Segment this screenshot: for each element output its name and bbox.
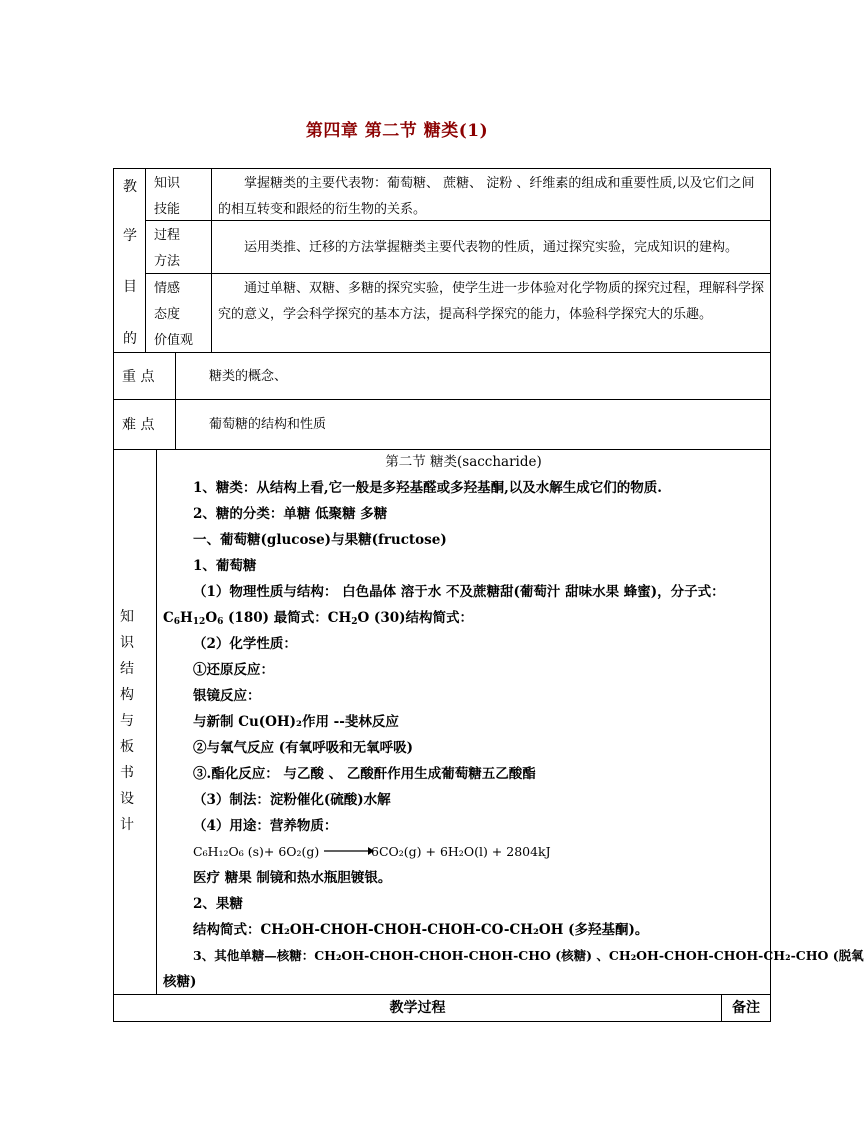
objective-type-line: 情感: [154, 281, 181, 296]
knowledge-line: 结构简式：CH₂OH-CHOH-CHOH-CHOH-CO-CH₂OH (多羟基酮)。: [193, 922, 649, 938]
knowledge-line: 1、糖类：从结构上看,它一般是多羟基醛或多羟基酮,以及水解生成它们的物质.: [193, 480, 662, 496]
objective-type-knowledge: [145, 168, 212, 221]
formula-part: O: [205, 610, 218, 626]
knowledge-line: 医疗 糖果 制镜和热水瓶胆镀银。: [193, 870, 392, 886]
knowledge-label-char: 结: [120, 661, 134, 677]
page-title: 第四章 第二节 糖类(1): [305, 121, 489, 141]
objective-text-process: 运用类推、迁移的方法掌握糖类主要代表物的性质，通过探究实验，完成知识的建构。: [211, 220, 771, 274]
objective-text-knowledge: 掌握糖类的主要代表物：葡萄糖、 蔗糖、 淀粉 、纤维素的组成和重要性质,以及它们之间的相互转变和跟烃的衍生物的关系。: [211, 168, 771, 221]
objectives-label-char: 学: [123, 228, 137, 244]
knowledge-line: 2、果糖: [193, 896, 243, 912]
objectives-label-char: 教: [123, 179, 137, 195]
difficulty-label: 难 点: [113, 399, 176, 450]
knowledge-line: 核糖): [163, 974, 197, 990]
objective-type-line: 技能: [154, 202, 181, 217]
objective-type-line: 过程: [154, 228, 181, 243]
knowledge-label-char: 与: [120, 713, 134, 729]
knowledge-label-char: 知: [120, 609, 134, 625]
formula-part: O (30)结构简式：: [357, 610, 473, 626]
knowledge-line: （4）用途：营养物质：: [193, 818, 338, 834]
formula-part: H: [180, 610, 193, 626]
objective-type-line: 价值观: [154, 333, 194, 348]
objectives-label-cell: [113, 168, 146, 353]
knowledge-label-char: 识: [120, 635, 134, 651]
knowledge-label-char: 书: [120, 765, 134, 781]
knowledge-line: 与新制 Cu(OH)₂作用 --斐林反应: [193, 714, 399, 730]
knowledge-label-char: 构: [120, 687, 134, 703]
teaching-process-header: 教学过程: [113, 994, 722, 1022]
remark-header: 备注: [721, 994, 771, 1022]
knowledge-label-char: 计: [120, 817, 134, 833]
knowledge-heading: 第二节 糖类(saccharide): [385, 454, 542, 470]
objectives-label-char: 的: [123, 331, 137, 347]
knowledge-line: （2）化学性质：: [193, 636, 297, 652]
formula-part: C: [163, 610, 174, 626]
formula-part: 2: [351, 617, 358, 627]
knowledge-line: 3、其他单糖—核糖：CH₂OH-CHOH-CHOH-CHOH-CHO (核糖) 、CH₂OH-CHOH-CHOH-CH₂-CHO (脱氧: [193, 948, 864, 963]
knowledge-label-char: 板: [120, 739, 134, 755]
knowledge-line: 1、葡萄糖: [193, 558, 257, 574]
objective-type-process: [145, 220, 212, 274]
key-point-text: 糖类的概念、: [175, 352, 771, 400]
objective-type-line: 方法: [154, 254, 181, 269]
formula-part: 12: [192, 617, 206, 627]
reaction-arrow-icon: [324, 844, 374, 858]
objective-text-attitude: 通过单糖、双糖、多糖的探究实验，使学生进一步体验对化学物质的探究过程，理解科学探究的意义，学会科学探究的基本方法，提高科学探究的能力，体验科学探究大的乐趣。: [211, 273, 771, 353]
objective-type-line: 态度: [154, 307, 181, 322]
reaction-equation-left: C₆H₁₂O₆ (s)+ 6O₂(g): [193, 844, 320, 859]
reaction-equation-right: 6CO₂(g) + 6H₂O(l) + 2804kJ: [371, 844, 551, 859]
knowledge-line: 2、糖的分类：单糖 低聚糖 多糖: [193, 506, 388, 522]
knowledge-line: 一、葡萄糖(glucose)与果糖(fructose): [193, 532, 447, 548]
knowledge-line: （1）物理性质与结构： 白色晶体 溶于水 不及蔗糖甜(葡萄汁 甜味水果 蜂蜜)，分子式：: [193, 584, 725, 600]
formula-part: (180) 最简式：CH: [223, 610, 352, 626]
formula-part: 6: [217, 617, 224, 627]
formula-part: 6: [173, 617, 181, 627]
difficulty-text: 葡萄糖的结构和性质: [175, 399, 771, 450]
key-point-label: 重 点: [113, 352, 176, 400]
knowledge-line: ③.酯化反应： 与乙酸 、 乙酸酐作用生成葡萄糖五乙酸酯: [193, 766, 536, 782]
knowledge-line: （3）制法：淀粉催化(硫酸)水解: [193, 792, 391, 808]
knowledge-line: ①还原反应：: [193, 662, 274, 678]
knowledge-line: 银镜反应：: [193, 688, 261, 704]
objective-type-line: 知识: [154, 176, 181, 191]
objective-type-attitude: [145, 273, 212, 353]
knowledge-line: ②与氧气反应 (有氧呼吸和无氧呼吸): [193, 740, 413, 756]
knowledge-label-char: 设: [120, 791, 134, 807]
objectives-label-char: 目: [123, 279, 137, 295]
